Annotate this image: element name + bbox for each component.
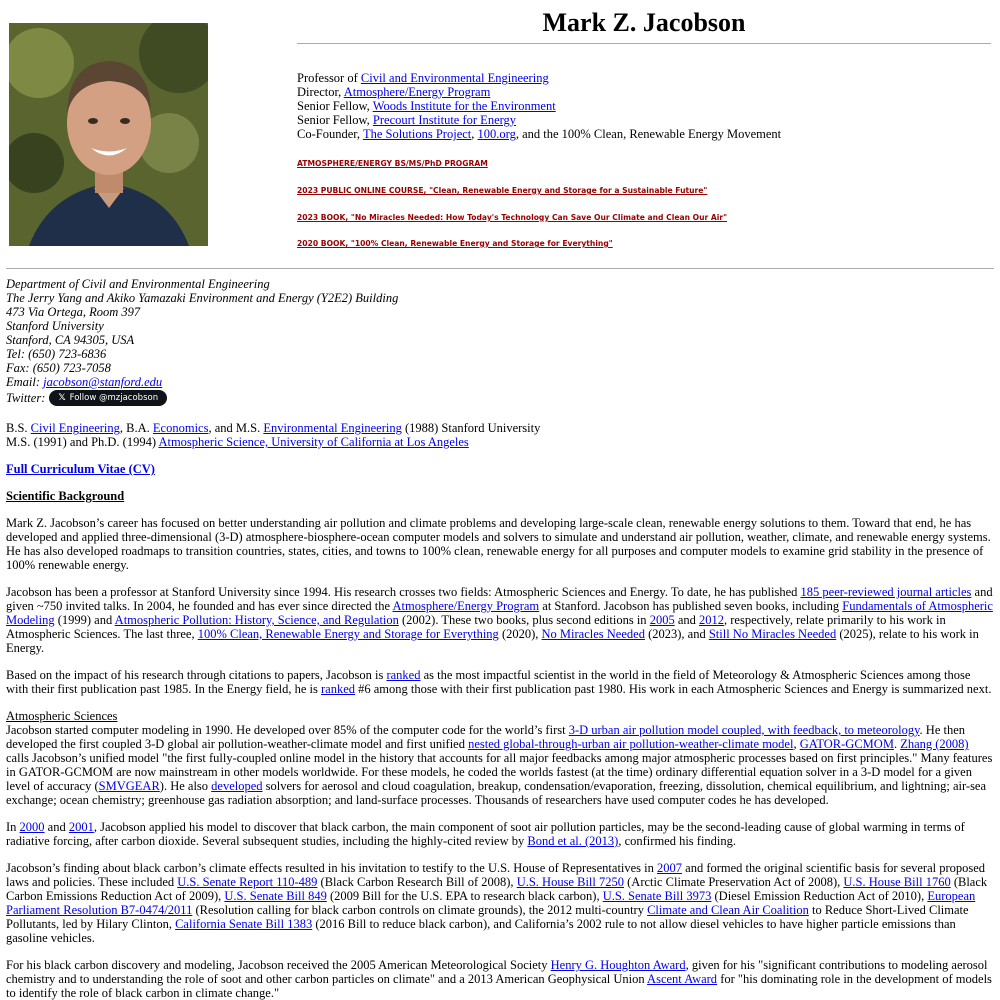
reference-link[interactable]: SMVGEAR	[98, 779, 160, 793]
environmental-engineering-link[interactable]: Environmental Engineering	[263, 421, 402, 435]
edition-link[interactable]: 2012	[699, 613, 724, 627]
economics-link[interactable]: Economics	[152, 421, 209, 435]
book-link[interactable]: 100% Clean, Renewable Energy and Storage for Everything	[197, 627, 499, 641]
reference-link[interactable]: 3-D urban air pollution model coupled, with feedback, to meteorology	[568, 723, 920, 737]
title-divider	[297, 43, 991, 44]
paragraph: Jacobson’s finding about black carbon’s climate effects resulted in his invitation to testify to the U.S. House of Representatives in 2007 and formed the original scientific basis for several proposed laws and policies. These included U.S. Senate Report 110-489 (Black Carbon Research Bill of 2008), U.S. House Bill 7250 (Arctic Climate Preservation Act of 2008), U.S. House Bill 1760 (Black Carbon Emissions Reduction Act of 2009), U.S. Senate Bill 849 (2009 Bill for the U.S. EPA to research black carbon), U.S. Senate Bill 3973 (Diesel Emission Reduction Act of 2010), European Parliament Resolution B7-0474/2011 (Resolution calling for black carbon controls on climate grounds), the 2012 multi-country Climate and Clean Air Coalition to Reduce Short-Lived Climate Pollutants, led by Hilary Clinton, California Senate Bill 1383 (2016 Bill to reduce black carbon), and California’s 2002 rule to not allow diesel vehicles to have higher particle emissions than gasoline vehicles.	[6, 861, 988, 945]
reference-link[interactable]: GATOR-GCMOM	[799, 737, 894, 751]
reference-link[interactable]: developed	[211, 779, 263, 793]
section-divider	[6, 268, 994, 269]
fax-line: Fax: (650) 723-7058	[6, 361, 111, 375]
address-line: Stanford University	[6, 319, 104, 333]
reference-link[interactable]: U.S. Senate Report 110-489	[177, 875, 318, 889]
paragraph: Jacobson has been a professor at Stanford University since 1994. His research crosses two fields: Atmospheric Sciences and Energy. To date, he has published 185 peer-reviewed journal articles and given ~750 invited talks. In 2004, he founded and has ever since directed the Atmosphere/Energy Program at Stanford. Jacobson has published seven books, including Fundamentals of Atmospheric Modeling (1999) and Atmospheric Pollution: History, Science, and Regulation (2002). These two books, plus second editions in 2005 and 2012, respectively, relate primarily to his work in Atmospheric Sciences. The last three, 100% Clean, Renewable Energy and Storage for Everything (2020), No Miracles Needed (2023), and Still No Miracles Needed (2025), relate to his work in Energy.	[6, 585, 993, 655]
precourt-institute-link[interactable]: Precourt Institute for Energy	[372, 113, 517, 127]
role-line: Senior Fellow, Woods Institute for the Environment	[297, 99, 556, 113]
main-content	[6, 421, 994, 1000]
section-heading: Scientific Background	[6, 489, 125, 503]
reference-link[interactable]: Bond et al. (2013)	[527, 834, 619, 848]
address-line: The Jerry Yang and Akiko Yamazaki Environment and Energy (Y2E2) Building	[6, 291, 399, 305]
reference-link[interactable]: U.S. Senate Bill 849	[224, 889, 327, 903]
award-link[interactable]: Ascent Award	[647, 972, 718, 986]
education-line: B.S. Civil Engineering, B.A. Economics, and M.S. Environmental Engineering (1988) Stanford University	[6, 421, 541, 435]
role-line: Director, Atmosphere/Energy Program	[297, 85, 491, 99]
contact-address	[6, 277, 398, 389]
civil-engineering-link[interactable]: Civil Engineering	[30, 421, 120, 435]
online-course-promo-link[interactable]: 2023 PUBLIC ONLINE COURSE, "Clean, Renewable Energy and Storage for a Sustainable Future"	[297, 186, 708, 195]
phone-line: Tel: (650) 723-6836	[6, 347, 107, 361]
book-link[interactable]: Atmospheric Pollution: History, Science, and Regulation	[114, 613, 399, 627]
reference-link[interactable]: U.S. House Bill 7250	[516, 875, 624, 889]
award-link[interactable]: Henry G. Houghton Award	[550, 958, 686, 972]
program-promo-link[interactable]: ATMOSPHERE/ENERGY BS/MS/PhD PROGRAM	[297, 159, 488, 168]
address-line: Stanford, CA 94305, USA	[6, 333, 135, 347]
reference-link[interactable]: 2001	[68, 820, 94, 834]
email-link[interactable]: jacobson@stanford.edu	[43, 375, 163, 389]
ranking-link[interactable]: ranked	[386, 668, 421, 682]
role-line: Co-Founder, The Solutions Project, 100.org, and the 100% Clean, Renewable Energy Movement	[297, 127, 782, 141]
atmosphere-energy-program-link[interactable]: Atmosphere/Energy Program	[343, 85, 491, 99]
program-link[interactable]: Atmosphere/Energy Program	[392, 599, 540, 613]
roles-list	[297, 71, 997, 141]
book-link[interactable]: Fundamentals of Atmospheric Modeling	[6, 599, 993, 627]
twitter-follow-button[interactable]	[49, 390, 167, 406]
paragraph: Mark Z. Jacobson’s career has focused on better understanding air pollution and climate problems and developing large-scale clean, renewable energy solutions to them. Toward that end, he has developed and applied three-dimensional (3-D) atmosphere-biosphere-ocean computer models and solvers to simulate and understand air pollution, weather, climate, and renewable energy systems. He has also developed roadmaps to transition countries, states, cities, and towns to 100% clean, renewable energy for all purposes and computer models to examine grid stability in the presence of 100% renewable energy.	[6, 516, 991, 572]
x-logo-icon: 𝕏	[58, 393, 66, 403]
twitter-row	[6, 390, 167, 406]
twitter-follow-label: Follow @mzjacobson	[69, 393, 159, 403]
page-title: Mark Z. Jacobson	[542, 8, 746, 37]
promo-item	[297, 184, 997, 198]
address-line: Department of Civil and Environmental Engineering	[6, 277, 270, 291]
promo-item	[297, 211, 997, 225]
reference-link[interactable]: Climate and Clean Air Coalition	[647, 903, 809, 917]
reference-link[interactable]: U.S. Senate Bill 3973	[602, 889, 712, 903]
reference-link[interactable]: European Parliament Resolution B7-0474/2011	[6, 889, 976, 917]
book-link[interactable]: No Miracles Needed	[541, 627, 645, 641]
email-line: Email: jacobson@stanford.edu	[6, 375, 163, 389]
promo-item	[297, 157, 997, 171]
paragraph: Jacobson started computer modeling in 1990. He developed over 85% of the computer code for the world’s first 3-D urban air pollution model coupled, with feedback, to meteorology. He then developed the first coupled 3-D global air pollution-weather-climate model and first unified nested global-through-urban air pollution-weather-climate model, GATOR-GCMOM. Zhang (2008) calls Jacobson’s unified model "the first fully-coupled online model in the history that accounts for all major feedbacks among major atmospheric processes based on first principles." Many features in GATOR-GCMOM are now mainstream in other models worldwide. For these models, he coded the worlds fastest (at the time) ordinary differential equation solver in a 3-D model for a given level of accuracy (SMVGEAR). He also developed solvers for aerosol and cloud coagulation, breakup, condensation/evaporation, freezing, dissolution, chemical equilibrium, and lightning; air-sea exchange; ocean chemistry; greenhouse gas radiation absorption; and land-surface processes. Thousands of researchers have used computer codes he has developed.	[6, 723, 993, 807]
100org-link[interactable]: 100.org	[477, 127, 516, 141]
promo-item	[297, 237, 997, 251]
ranking-link[interactable]: ranked	[320, 682, 355, 696]
woods-institute-link[interactable]: Woods Institute for the Environment	[372, 99, 556, 113]
journal-articles-link[interactable]: 185 peer-reviewed journal articles	[800, 585, 972, 599]
paragraph: Based on the impact of his research through citations to papers, Jacobson is ranked as the most impactful scientist in the world in the field of Meteorology & Atmospheric Sciences among those with their first publication past 1985. In the Energy field, he is ranked #6 among those with their first publication past 1980. His work in each Atmospheric Sciences and Energy is summarized next.	[6, 668, 992, 696]
reference-link[interactable]: California Senate Bill 1383	[175, 917, 313, 931]
reference-link[interactable]: 2000	[19, 820, 45, 834]
education-line: M.S. (1991) and Ph.D. (1994) Atmospheric Science, University of California at Los Angeles	[6, 435, 469, 449]
book-2020-promo-link[interactable]: 2020 BOOK, "100% Clean, Renewable Energy and Storage for Everything"	[297, 239, 613, 248]
reference-link[interactable]: U.S. House Bill 1760	[843, 875, 951, 889]
subheading: Atmospheric Sciences	[6, 709, 118, 723]
reference-link[interactable]: Zhang (2008)	[900, 737, 969, 751]
book-link[interactable]: Still No Miracles Needed	[708, 627, 837, 641]
edition-link[interactable]: 2005	[649, 613, 675, 627]
address-line: 473 Via Ortega, Room 397	[6, 305, 141, 319]
cv-link[interactable]: Full Curriculum Vitae (CV)	[6, 462, 155, 476]
reference-link[interactable]: nested global-through-urban air pollution-weather-climate model	[468, 737, 794, 751]
paragraph: For his black carbon discovery and modeling, Jacobson received the 2005 American Meteorological Society Henry G. Houghton Award, given for his "significant contributions to modeling aerosol chemistry and to understanding the role of soot and other carbon particles on climate" and a 2013 American Geophysical Union Ascent Award for "his dominating role in the development of models to identify the role of black carbon in climate change."	[6, 958, 992, 1000]
paragraph: In 2000 and 2001, Jacobson applied his model to discover that black carbon, the main component of soot air pollution particles, may be the second-leading cause of global warming in terms of radiative forcing, after carbon dioxide. Several subsequent studies, including the highly-cited review by Bond et al. (2013), confirmed his finding.	[6, 820, 965, 848]
twitter-label: Twitter:	[6, 391, 46, 405]
solutions-project-link[interactable]: The Solutions Project	[362, 127, 472, 141]
book-2023-promo-link[interactable]: 2023 BOOK, "No Miracles Needed: How Today's Technology Can Save Our Climate and Clean Our Air"	[297, 213, 728, 222]
role-line: Senior Fellow, Precourt Institute for Energy	[297, 113, 517, 127]
role-line: Professor of Civil and Environmental Engineering	[297, 71, 549, 85]
profile-photo	[9, 23, 208, 246]
civil-env-eng-link[interactable]: Civil and Environmental Engineering	[360, 71, 549, 85]
reference-link[interactable]: 2007	[657, 861, 683, 875]
ucla-atmospheric-science-link[interactable]: Atmospheric Science, University of California at Los Angeles	[158, 435, 469, 449]
